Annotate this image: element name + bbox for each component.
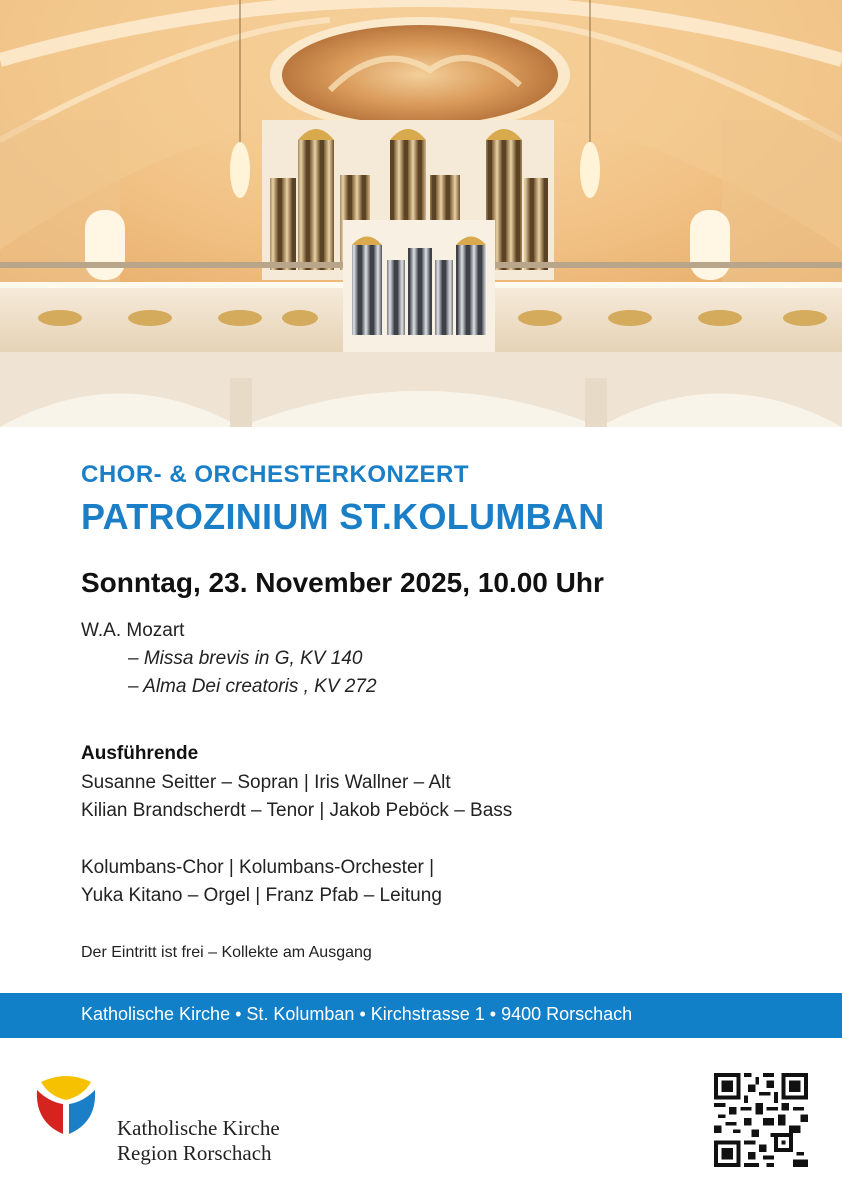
program-work: – Missa brevis in G, KV 140 (128, 648, 363, 669)
concert-subtitle: CHOR- & ORCHESTERKONZERT (81, 461, 469, 488)
concert-datetime: Sonntag, 23. November 2025, 10.00 Uhr (81, 567, 604, 598)
address-bar (0, 993, 842, 1038)
performers-line: Kolumbans-Chor | Kolumbans-Orchester | (81, 857, 435, 878)
performers-line: Kilian Brandscherdt – Tenor | Jakob Peböck – Bass (81, 800, 513, 821)
performers-line: Susanne Seitter – Sopran | Iris Wallner – Alt (81, 772, 451, 793)
program-work: – Alma Dei creatoris , KV 272 (128, 676, 377, 697)
organization-name: Katholische Kirche (117, 1116, 280, 1140)
performers-line: Yuka Kitano – Orgel | Franz Pfab – Leitung (81, 885, 442, 906)
composer-name: W.A. Mozart (81, 620, 185, 641)
concert-title: PATROZINIUM ST.KOLUMBAN (81, 496, 605, 537)
qr-code-icon[interactable] (714, 1073, 808, 1167)
performers-heading: Ausführende (81, 743, 199, 764)
hero-organ-image (0, 0, 842, 427)
entry-note: Der Eintritt ist frei – Kollekte am Ausgang (81, 944, 372, 961)
organization-region: Region Rorschach (117, 1141, 272, 1165)
church-logo-icon (33, 1072, 99, 1143)
address-text: Katholische Kirche • St. Kolumban • Kirchstrasse 1 • 9400 Rorschach (81, 1004, 633, 1024)
